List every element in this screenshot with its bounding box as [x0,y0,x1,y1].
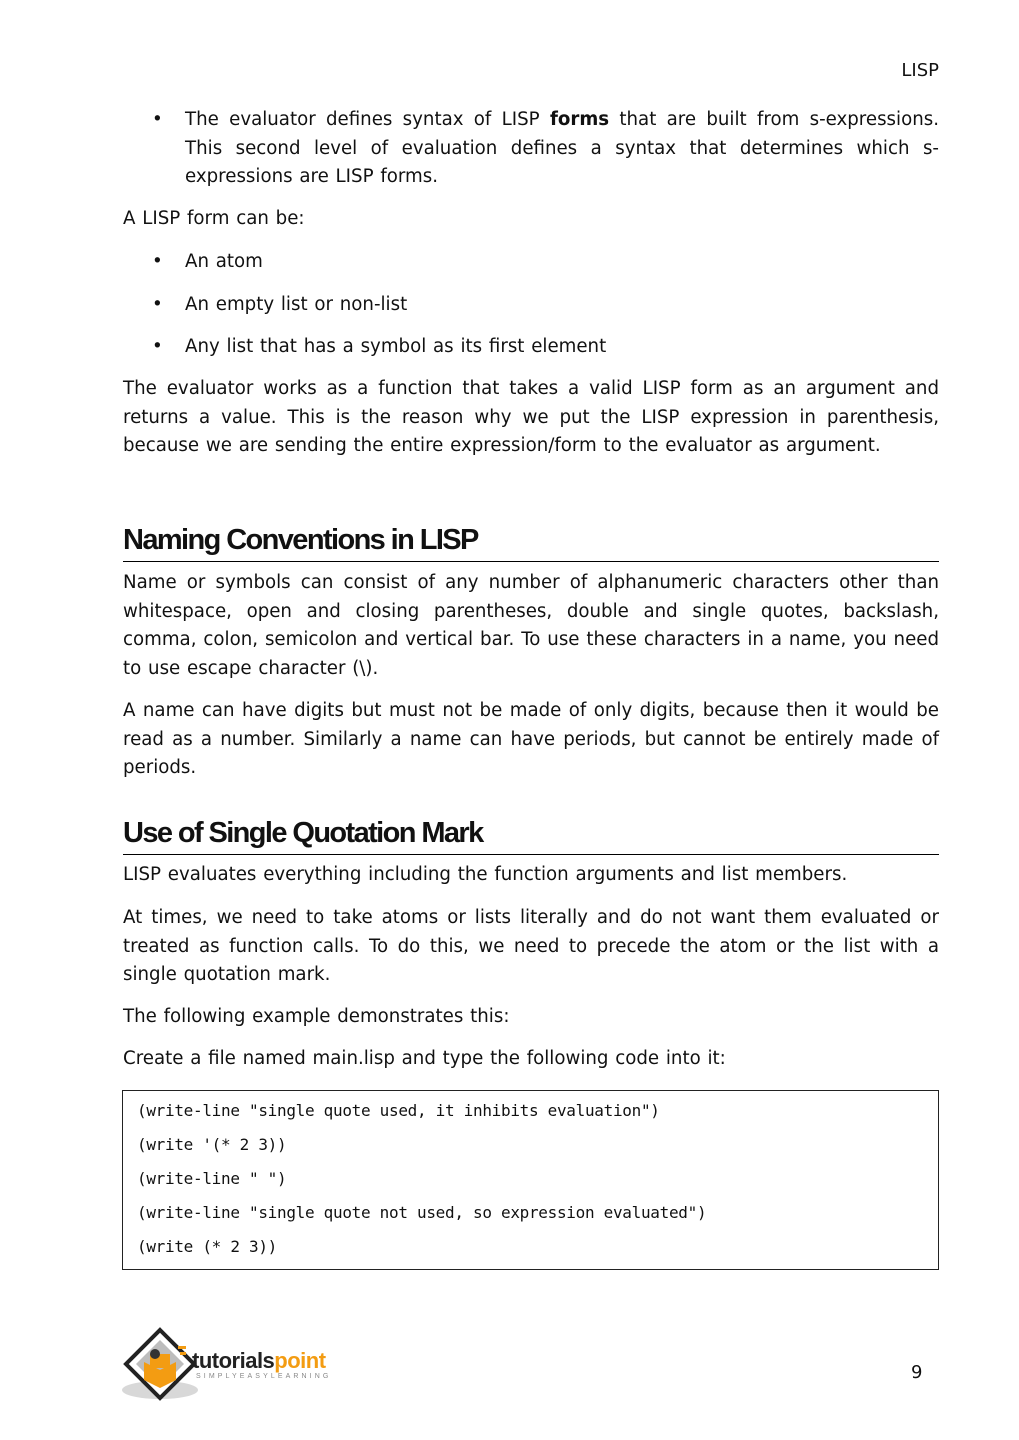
section-heading-naming: Naming Conventions in LISP [123,521,939,562]
quote-paragraph: LISP evaluates everything including the function arguments and list members. [123,864,848,885]
bullet-icon: • [152,336,163,358]
list-item: • Any list that has a symbol as its first element [123,333,939,362]
bold-term: forms [549,109,610,130]
code-line: (write '(* 2 3)) [137,1135,287,1154]
logo-accent-text: point [274,1348,326,1373]
logo-tagline: SIMPLYEASYLEARNING [196,1373,332,1380]
naming-paragraph: Name or symbols can consist of any number of alphanumeric characters other than whitespace, open and closing parentheses, double and single quotes, backslash, comma, colon, semicolon and vertical bar. To use these characters in a name, you need to use escape character (\). [123,572,939,680]
tutorialspoint-logo [122,1326,367,1402]
code-line: (write-line "single quote not used, so expression evaluated") [137,1203,707,1222]
evaluator-paragraph: The evaluator works as a function that takes a valid LISP form as an argument and returns a value. This is the reason why we put the LISP expression in parenthesis, because we are sending the entire expression/form to the evaluator as argument. [123,378,939,457]
section-heading-quote: Use of Single Quotation Mark [123,814,939,855]
form-intro: A LISP form can be: [123,208,305,229]
code-line: (write-line " ") [137,1169,287,1188]
bullet-icon: • [152,109,163,130]
code-block [122,1090,939,1270]
intro-bullet: • The evaluator defines syntax of LISP forms that are built from s-expressions. This second level of evaluation defines a syntax that determines which s-expressions are LISP forms. [123,106,939,192]
intro-bullet-list [123,106,939,192]
bullet-icon: • [152,251,163,272]
list-item: • An empty list or non-list [123,291,939,320]
form-list [123,248,939,362]
running-header: LISP [901,60,939,81]
logo-text: tutorials [192,1348,275,1373]
list-item: • An atom [123,248,939,277]
code-line: (write-line "single quote used, it inhibits evaluation") [137,1101,660,1120]
naming-paragraph: A name can have digits but must not be made of only digits, because then it would be read as a number. Similarly a name can have periods, but cannot be entirely made of periods. [123,700,939,779]
quote-paragraph: Create a file named main.lisp and type the following code into it: [123,1048,726,1069]
code-line: (write (* 2 3)) [137,1237,277,1256]
page-number: 9 [911,1362,923,1383]
quote-paragraph: The following example demonstrates this: [123,1006,510,1027]
bullet-icon: • [152,293,163,315]
quote-paragraph: At times, we need to take atoms or lists literally and do not want them evaluated or treated as function calls. To do this, we need to precede the atom or the list with a single quotation mark. [123,907,939,986]
